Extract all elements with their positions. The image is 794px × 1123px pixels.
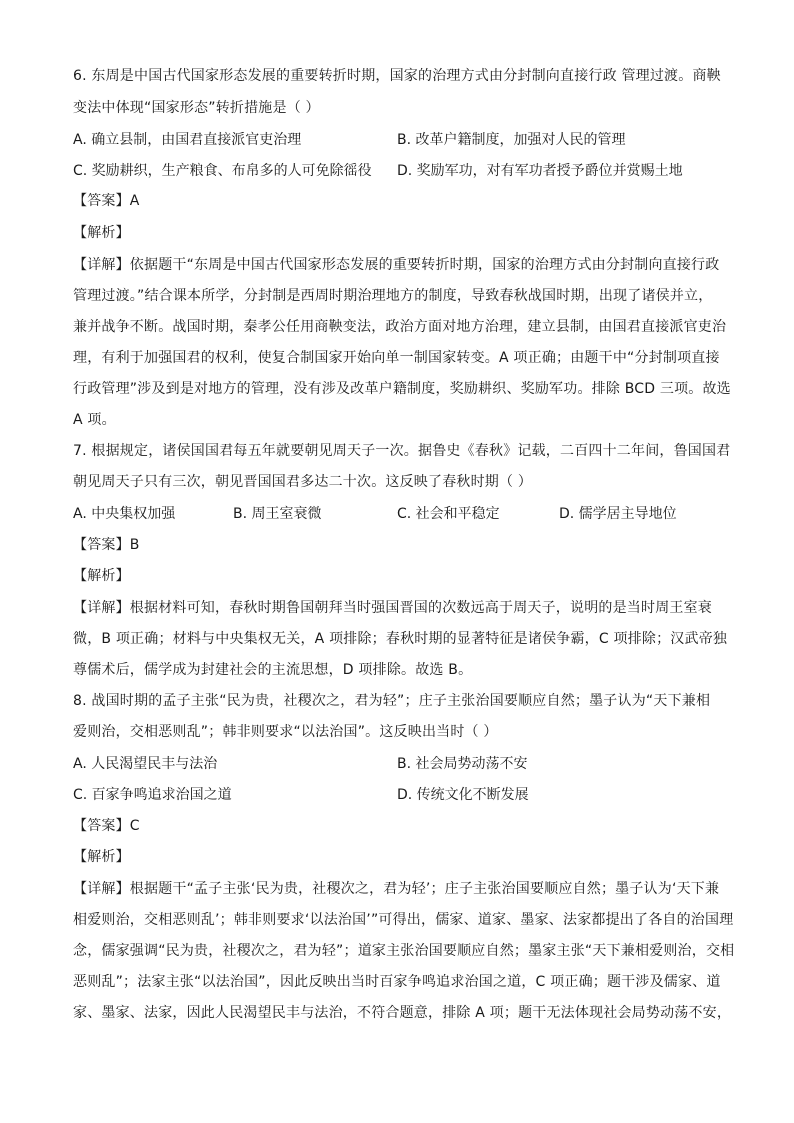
q8-detail-line-4: 恶则乱”；法家主张“以法治国”，因此反映出当时百家争鸣追求治国之道，C 项正确；题干涉及儒家、道 — [73, 974, 721, 990]
q6-option-c: C. 奖励耕织，生产粮食、布帛多的人可免除徭役 — [73, 163, 372, 179]
q6-detail-line-2: 管理过渡。”结合课本所学，分封制是西周时期治理地方的制度，导致春秋战国时期，出现了诸侯并立， — [73, 288, 713, 304]
q8-detail-line-5: 家、墨家、法家，因此人民渴望民丰与法治，不符合题意，排除 A 项；题干无法体现社会局势动荡不安， — [73, 1005, 732, 1021]
q6-detail-line-4: 理，有利于加强国君的权利，使复合制国家开始向单一制国家转变。A 项正确；由题干中“分封制项直接 — [73, 350, 720, 366]
q8-stem-line-1: 8. 战国时期的孟子主张“民为贵，社稷次之，君为轻”；庄子主张治国要顺应自然；墨子认为“天下兼相 — [73, 693, 711, 709]
q8-stem-line-2: 爱则治，交相恶则乱”；韩非则要求“以法治国”。这反映出当时（ ） — [73, 724, 498, 740]
q7-detail-line-2: 微，B 项正确；材料与中央集权无关，A 项排除；春秋时期的显著特征是诸侯争霸，C 项排除；汉武帝独 — [73, 631, 728, 647]
q6-detail-line-6: A 项。 — [73, 412, 116, 428]
q7-option-b: B. 周王室衰微 — [233, 506, 322, 522]
q6-option-a: A. 确立县制，由国君直接派官吏治理 — [73, 132, 302, 148]
q7-detail-line-1: 【详解】根据材料可知，春秋时期鲁国朝拜当时强国晋国的次数远高于周天子，说明的是当时周王室衰 — [73, 600, 712, 616]
q8-detail-line-1: 【详解】根据题干“孟子主张‘民为贵，社稷次之，君为轻’；庄子主张治国要顺应自然；墨子认为‘天下兼 — [73, 881, 720, 897]
q6-detail-line-1: 【详解】依据题干“东周是中国古代国家形态发展的重要转折时期，国家的治理方式由分封制向直接行政 — [73, 257, 720, 273]
q8-option-b: B. 社会局势动荡不安 — [397, 756, 528, 772]
q6-detail-line-3: 兼并战争不断。战国时期，秦孝公任用商鞅变法，政治方面对地方治理，建立县制，由国君直接派官吏治 — [73, 319, 727, 335]
q8-answer: 【答案】C — [73, 818, 140, 834]
q7-detail-line-3: 尊儒术后，儒学成为封建社会的主流思想，D 项排除。故选 B。 — [73, 662, 473, 678]
q6-stem-line-2: 变法中体现“国家形态”转折措施是（ ） — [73, 100, 320, 116]
q7-stem-line-2: 朝见周天子只有三次，朝见晋国国君多达二十次。这反映了春秋时期（ ） — [73, 474, 533, 490]
q6-option-d: D. 奖励军功，对有军功者授予爵位并赏赐土地 — [397, 163, 683, 179]
q7-analysis-label: 【解析】 — [73, 568, 130, 584]
q8-option-c: C. 百家争鸣追求治国之道 — [73, 787, 232, 803]
q6-detail-line-5: 行政管理”涉及到是对地方的管理，没有涉及改革户籍制度，奖励耕织、奖励军功。排除 BCD 三项。故选 — [73, 381, 731, 397]
q8-option-a: A. 人民渴望民丰与法治 — [73, 756, 218, 772]
q7-answer: 【答案】B — [73, 537, 140, 553]
q8-option-d: D. 传统文化不断发展 — [397, 787, 529, 803]
q8-detail-line-3: 念，儒家强调“民为贵，社稷次之，君为轻”；道家主张治国要顺应自然；墨家主张“天下兼相爱则治，交相 — [73, 943, 735, 959]
q8-analysis-label: 【解析】 — [73, 849, 130, 865]
q6-answer: 【答案】A — [73, 193, 140, 209]
q7-stem-line-1: 7. 根据规定，诸侯国国君每五年就要朝见周天子一次。据鲁史《春秋》记载，二百四十二年间，鲁国国君 — [73, 443, 731, 459]
q7-option-c: C. 社会和平稳定 — [397, 506, 500, 522]
q8-detail-line-2: 相爱则治，交相恶则乱’；韩非则要求‘以法治国’”可得出，儒家、道家、墨家、法家都提出了各自的治国理 — [73, 912, 734, 928]
q7-option-d: D. 儒学居主导地位 — [559, 506, 677, 522]
q7-option-a: A. 中央集权加强 — [73, 506, 176, 522]
q6-stem-line-1: 6. 东周是中国古代国家形态发展的重要转折时期，国家的治理方式由分封制向直接行政 管理过渡。商鞅 — [73, 68, 721, 84]
q6-option-b: B. 改革户籍制度，加强对人民的管理 — [397, 132, 626, 148]
q6-analysis-label: 【解析】 — [73, 225, 130, 241]
